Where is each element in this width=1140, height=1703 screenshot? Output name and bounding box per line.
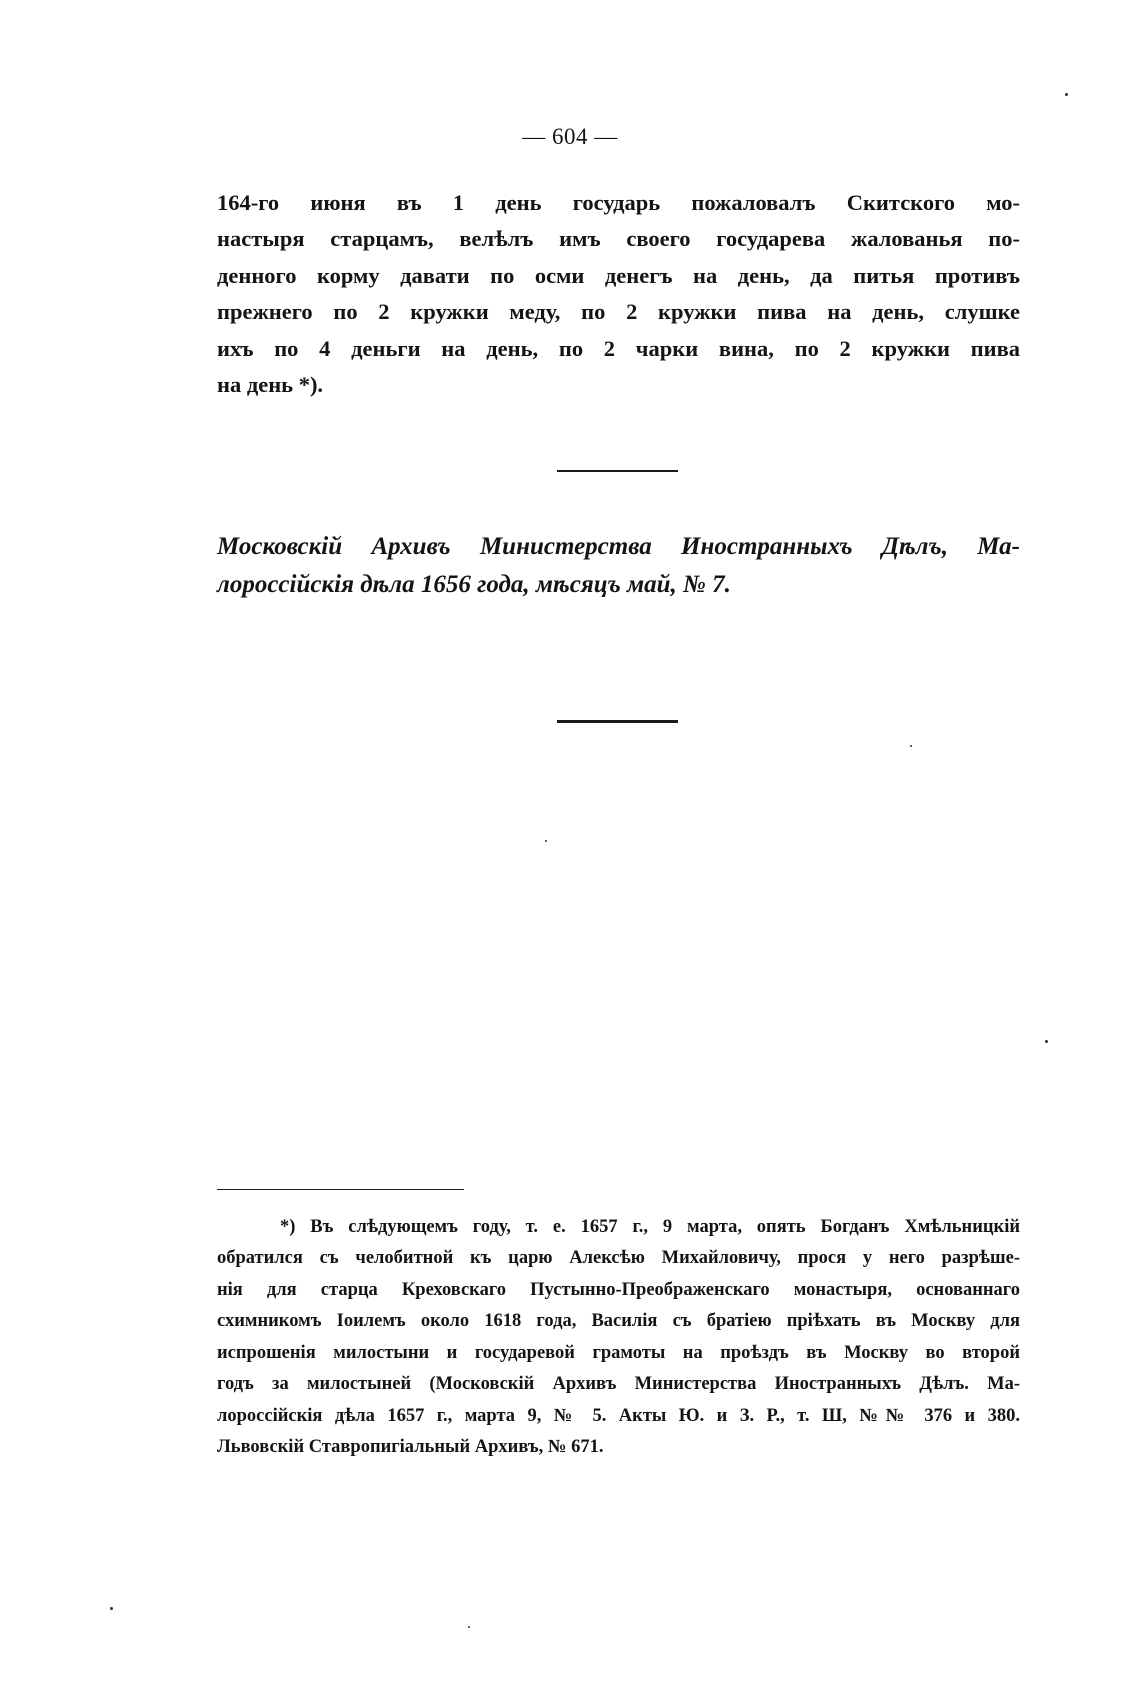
paragraph-line: прежнего по 2 кружки меду, по 2 кружки пива на день, слушке bbox=[217, 299, 1020, 324]
footnote-line: Львовскій Ставропигіальный Архивъ, № 671. bbox=[217, 1437, 604, 1457]
footnote-separator bbox=[217, 1189, 464, 1190]
footnote-line: испрошенія милостыни и государевой грамоты на проѣздъ въ Москву во второй bbox=[217, 1343, 1020, 1363]
footnote-line: обратился съ челобитной къ царю Алексѣю Михайловичу, прося у него разрѣше- bbox=[217, 1248, 1020, 1268]
citation-line: лороссійскія дѣла 1656 года, мѣсяцъ май, № 7. bbox=[217, 571, 731, 598]
footnote-line: нія для старца Креховскаго Пустынно-Преображенскаго монастыря, основаннаго bbox=[217, 1280, 1020, 1300]
scan-speck bbox=[110, 1607, 113, 1610]
footnote-line: годъ за милостыней (Московскій Архивъ Министерства Иностранныхъ Дѣлъ. Ма- bbox=[217, 1374, 1020, 1394]
scan-speck bbox=[1065, 93, 1068, 96]
section-divider bbox=[557, 720, 678, 723]
footnote-line: *) Въ слѣдующемъ году, т. е. 1657 г., 9 марта, опять Богданъ Хмѣльницкій bbox=[280, 1217, 1020, 1237]
paragraph-line: на день *). bbox=[217, 372, 324, 397]
footnote-line: схимникомъ Іоилемъ около 1618 года, Василія съ братіею пріѣхать въ Москву для bbox=[217, 1311, 1020, 1331]
scan-speck bbox=[1045, 1040, 1048, 1043]
scan-speck bbox=[545, 840, 547, 842]
paragraph-line: ихъ по 4 деньги на день, по 2 чарки вина, по 2 кружки пива bbox=[217, 336, 1020, 361]
citation-line: Московскій Архивъ Министерства Иностранныхъ Дѣлъ, Ма- bbox=[217, 533, 1020, 560]
page-number: — 604 — bbox=[522, 124, 618, 149]
section-divider bbox=[557, 470, 678, 472]
paragraph-line: 164-го июня въ 1 день государь пожаловалъ Скитского мо- bbox=[217, 190, 1020, 215]
scan-speck bbox=[468, 1626, 470, 1628]
paragraph-line: настыря старцамъ, велѣлъ имъ своего государева жалованья по- bbox=[217, 226, 1020, 251]
scan-speck bbox=[910, 745, 912, 747]
paragraph-line: денного корму давати по осми денегъ на день, да питья противъ bbox=[217, 263, 1020, 288]
footnote-line: лороссійскія дѣла 1657 г., марта 9, № 5. Акты Ю. и З. Р., т. Ш, №№ 376 и 380. bbox=[217, 1406, 1020, 1426]
